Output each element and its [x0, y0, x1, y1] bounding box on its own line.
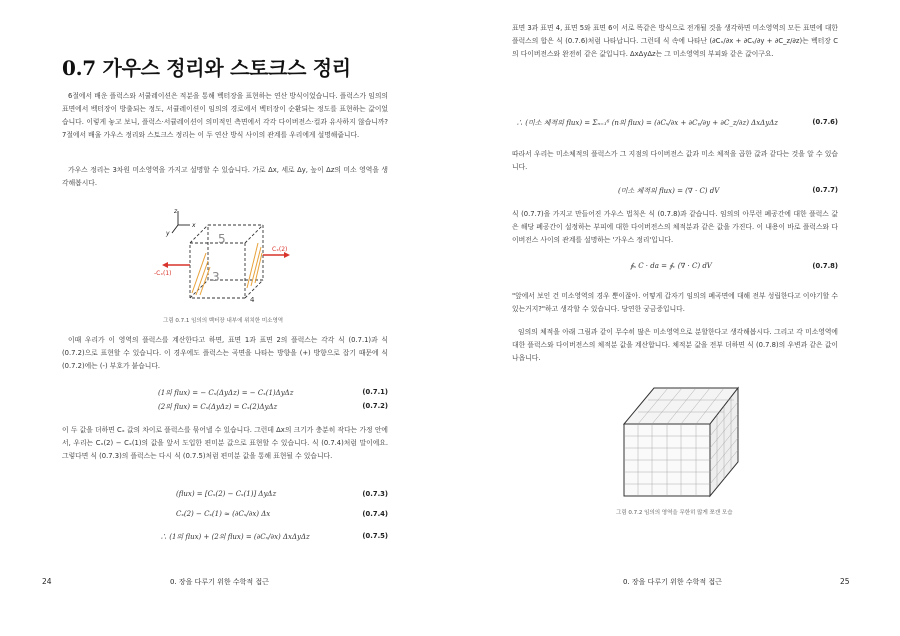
page-number-right: 25: [840, 577, 850, 586]
equation-077-number: (0.7.7): [812, 186, 838, 194]
equation-076-expr: ∴ (미소 체적의 flux) = Σₙ₌₁⁶ (n의 flux) = (∂Cₓ/∂x + ∂Cᵧ/∂y + ∂C_z/∂z) ΔxΔyΔz: [516, 119, 778, 127]
equation-072-expr: (2의 flux) = Cₓ(ΔyΔz) = Cₓ(2)ΔyΔz: [158, 403, 278, 411]
figure-072-caption: 그림 0.7.2 임의의 영역을 무한히 많게 쪼갠 모습: [616, 510, 733, 516]
equation-078: [630, 262, 838, 274]
equation-074: [176, 510, 388, 522]
hatching-right-face: [247, 243, 262, 288]
equation-075-expr: ∴ (1의 flux) + (2의 flux) = (∂Cₓ/∂x) ΔxΔyΔz: [160, 533, 310, 541]
page-number-left: 24: [42, 577, 52, 586]
gauss-law-paragraph: 식 (0.7.7)을 가지고 만들어진 가우스 법칙은 식 (0.7.8)과 같습니다. 임의의 아무런 폐공간에 대한 플럭스 값은 해당 폐공간이 설정하는 부피에 대한 다이버전스의 체적분과 같은 값을 가진다. 이 내용이 바로 플럭스와 다이버전스 사이의 관계를 설명하는 '가우스 정리'입니다.: [512, 210, 838, 245]
x-axis-label: x: [192, 222, 196, 229]
figure-071: [150, 203, 300, 311]
hatching-left-face: [192, 253, 210, 295]
face-5-label: 5: [218, 232, 226, 246]
equation-078-expr: ∮ₛ C · da = ∮ᵥ (∇ · C) dV: [630, 262, 712, 270]
equation-071-number: (0.7.1): [362, 388, 388, 396]
equation-073-expr: (flux) = [Cₓ(2) − Cₓ(1)] ΔyΔz: [176, 490, 277, 498]
figure-071-caption: 그림 0.7.1 임의의 벡터장 내부에 위치한 미소영역: [163, 318, 284, 324]
flux-surfaces-paragraph: 이때 우리가 이 영역의 플럭스를 계산한다고 하면, 표면 1과 표면 2의 플럭스는 각각 식 (0.7.1)과 식 (0.7.2)으로 표현할 수 있습니다. 이 경우에도 플럭스는 곡면을 나타는 방향을 (+) 방향으로 잡기 때문에 식 (0.7.2)에는 (-) 부호가 붙습니다.: [62, 336, 388, 371]
cx1-label: -Cₓ(1): [154, 270, 172, 277]
equation-077: [618, 186, 838, 198]
equation-076: [516, 118, 838, 130]
running-title-left: 0. 장을 다루기 위한 수학적 접근: [170, 578, 269, 586]
equation-073: [176, 490, 388, 502]
subdivision-paragraph: 임의의 체적을 아래 그림과 같이 무수히 많은 미소영역으로 분할한다고 생각해봅시다. 그리고 각 미소영역에 대한 플럭스와 다이버전스의 체적분 값을 계산합니다. 체적분 값을 전부 더하면 식 (0.7.8)의 우변과 같은 값이 나옵니다.: [512, 328, 838, 363]
equation-071-expr: (1의 flux) = − Cₓ(ΔyΔz) = − Cₓ(1)ΔyΔz: [158, 389, 294, 397]
volume-element-sketch: [150, 203, 300, 311]
running-title-right: 0. 장을 다루기 위한 수학적 접근: [623, 578, 722, 586]
question-paragraph: "앞에서 보인 건 미소영역의 경우 뿐이잖아. 어떻게 갑자기 임의의 폐곡면에 대해 전부 성립한다고 이야기할 수 있는거지?"하고 생각할 수 있습니다. 당연한 궁금증입니다.: [512, 292, 838, 314]
equation-078-number: (0.7.8): [812, 262, 838, 270]
cx2-label: Cₓ(2): [272, 246, 288, 253]
equation-074-number: (0.7.4): [362, 510, 388, 518]
section-title: 0.7 가우스 정리와 스토크스 정리: [62, 56, 351, 80]
equation-075-number: (0.7.5): [362, 532, 388, 540]
equation-077-expr: (미소 체적의 flux) = (∇ · C) dV: [618, 187, 720, 195]
equation-072-number: (0.7.2): [362, 402, 388, 410]
face-3-label: 3: [212, 270, 220, 284]
equation-072: [158, 402, 388, 414]
y-axis-label: y: [166, 230, 170, 237]
equation-075: [160, 532, 388, 544]
partial-derivative-paragraph: 이 두 값을 더하면 Cₓ 값의 차이로 플럭스를 묶어낼 수 있습니다. 그런데 Δx의 크기가 충분히 작다는 가정 안에서, 우리는 Cₓ(2) − Cₓ(1)의 값을 앞서 도입한 편미분 값으로 표현할 수 있습니다. 식 (0.7.4)처럼 말이에요. 그렇다면 식 (0.7.3)의 플럭스는 다시 식 (0.7.5)처럼 편미분 값을 통해 표현될 수 있습니다.: [62, 426, 388, 461]
equation-074-expr: Cₓ(2) − Cₓ(1) ≈ (∂Cₓ/∂x) Δx: [176, 510, 271, 518]
divergence-paragraph: 표면 3과 표면 4, 표면 5와 표면 6이 서로 똑같은 방식으로 전개될 것을 생각하면 미소영역의 모든 표면에 대한 플럭스의 합은 식 (0.7.6)처럼 나타납니다. 그런데 식 속에 나타난 (∂Cₓ/∂x + ∂Cᵧ/∂y + ∂C_z/∂z)는 벡터장 C의 다이버전스와 완전히 같은 값입니다. ΔxΔyΔz는 그 미소영역의 부피와 같은 값이구요.: [512, 24, 838, 59]
volume-flux-paragraph: 따라서 우리는 미소체적의 플럭스가 그 지점의 다이버전스 값과 미소 체적을 곱한 값과 같다는 것을 알 수 있습니다.: [512, 150, 838, 172]
intro-paragraph: 6절에서 배운 플럭스와 서큘레이션은 적분을 통해 벡터장을 표현하는 연산 방식이었습니다. 플럭스가 임의의 표면에서 벡터장이 방출되는 정도, 서큘레이션이 임의의 경로에서 벡터장이 순환되는 정도를 표현하는 값이었습니다. 이렇게 놓고 보니, 플럭스·서큘레이션이 의미적인 측면에서 각각 다이버전스·컬과 유사하지 않습니까? 7절에서 배울 가우스 정리와 스토크스 정리는 이 두 연산 방식 사이의 관계를 우리에게 설명해줍니다.: [62, 92, 388, 140]
subdivided-cube-drawing: [618, 384, 742, 500]
figure-072: [618, 384, 742, 500]
right-page: [450, 0, 900, 636]
z-axis-label: z: [174, 208, 178, 215]
equation-073-number: (0.7.3): [362, 490, 388, 498]
face-4-label: 4: [250, 296, 255, 304]
equation-071: [158, 388, 388, 400]
gauss-intro-paragraph: 가우스 정리는 3차원 미소영역을 가지고 설명할 수 있습니다. 가로 Δx, 세로 Δy, 높이 Δz의 미소 영역을 생각해봅시다.: [62, 166, 388, 188]
equation-076-number: (0.7.6): [812, 118, 838, 126]
